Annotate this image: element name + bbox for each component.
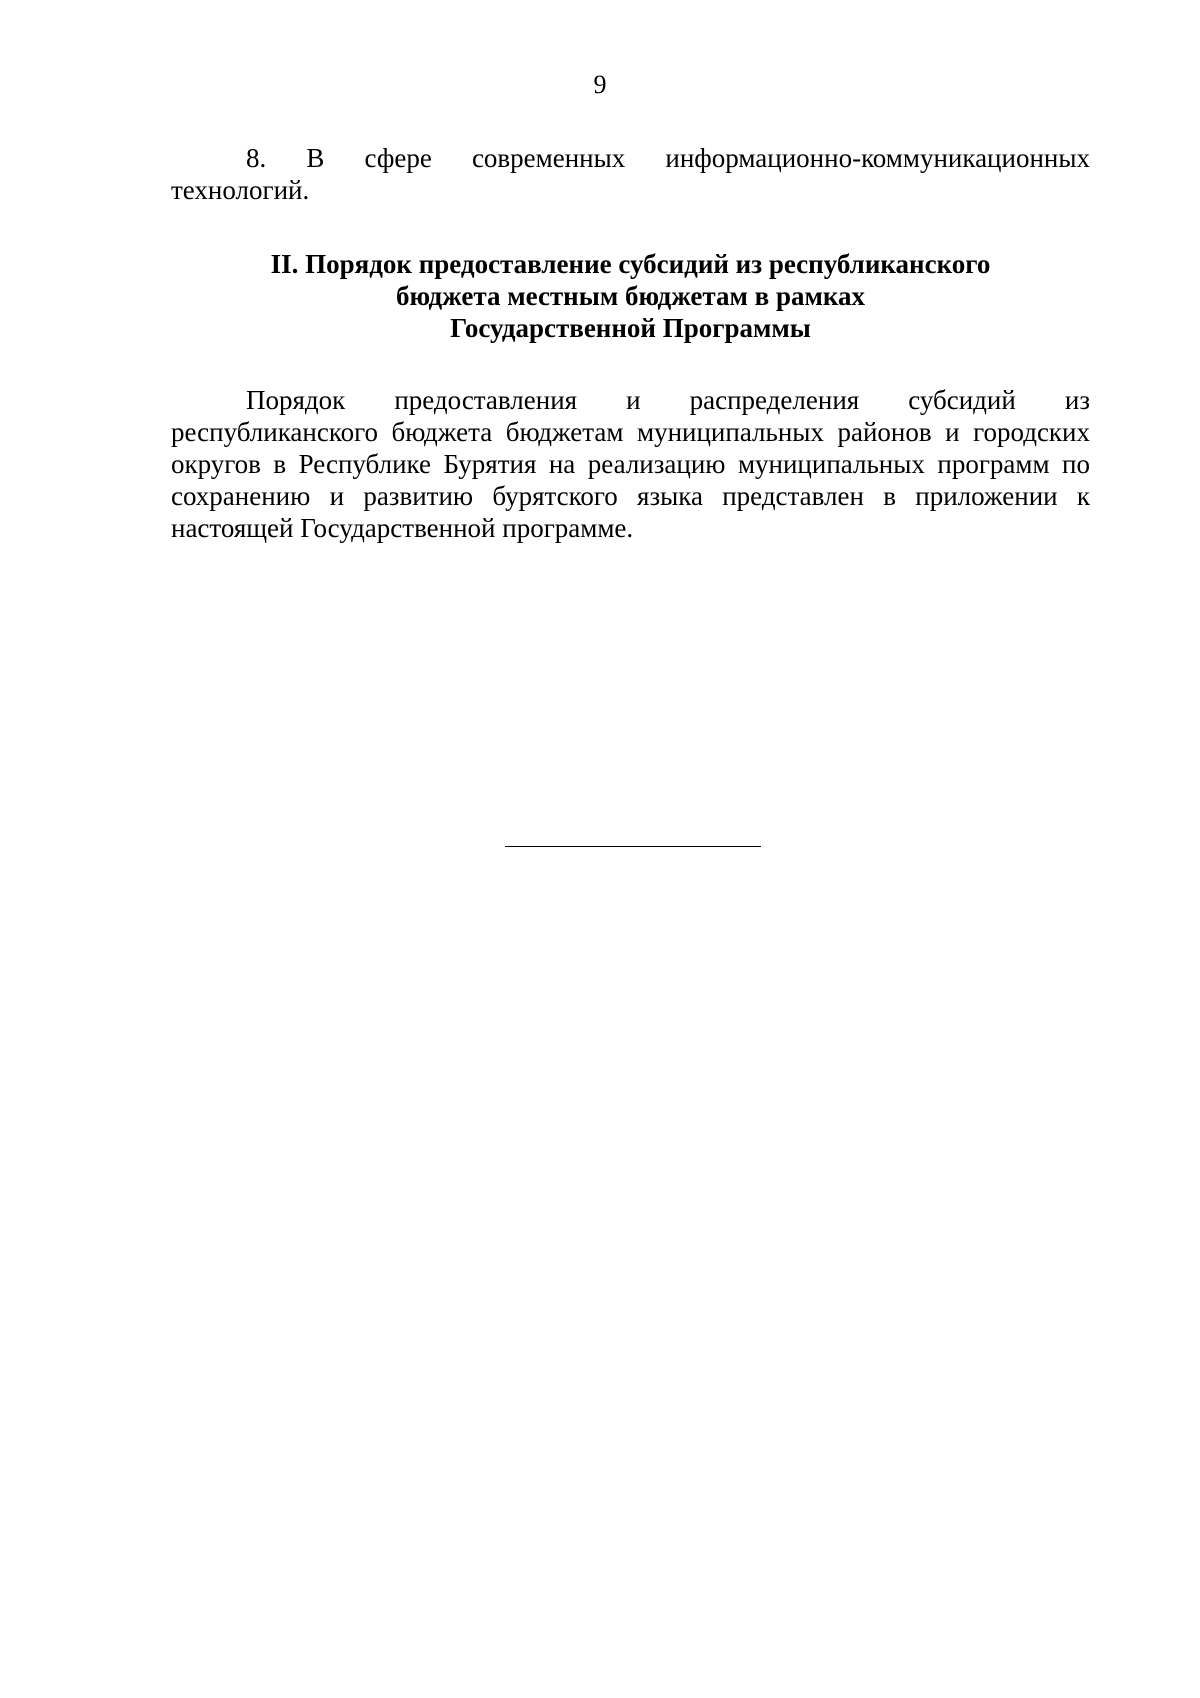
- page-number: 9: [593, 70, 607, 99]
- end-of-document-rule: [505, 846, 761, 847]
- section-heading-line-2: бюджета местным бюджетам в рамках: [395, 281, 866, 311]
- document-body: [171, 142, 1090, 544]
- section-heading-line-1: II. Порядок предоставление субсидий из республиканского: [270, 249, 991, 279]
- section-heading-line-3: Государственной Программы: [450, 313, 811, 343]
- section-body-paragraph: Порядок предоставления и распределения субсидий из республиканского бюджета бюджетам муниципальных районов и городских округов в Республике Бурятия на реализацию муниципальных программ по сохранению и развитию бурятского языка представлен в приложении к настоящей Государственной программе.: [171, 385, 1090, 543]
- section-heading: [171, 248, 1090, 344]
- paragraph-item-8: 8. В сфере современных информационно-коммуникационных технологий.: [171, 143, 1090, 205]
